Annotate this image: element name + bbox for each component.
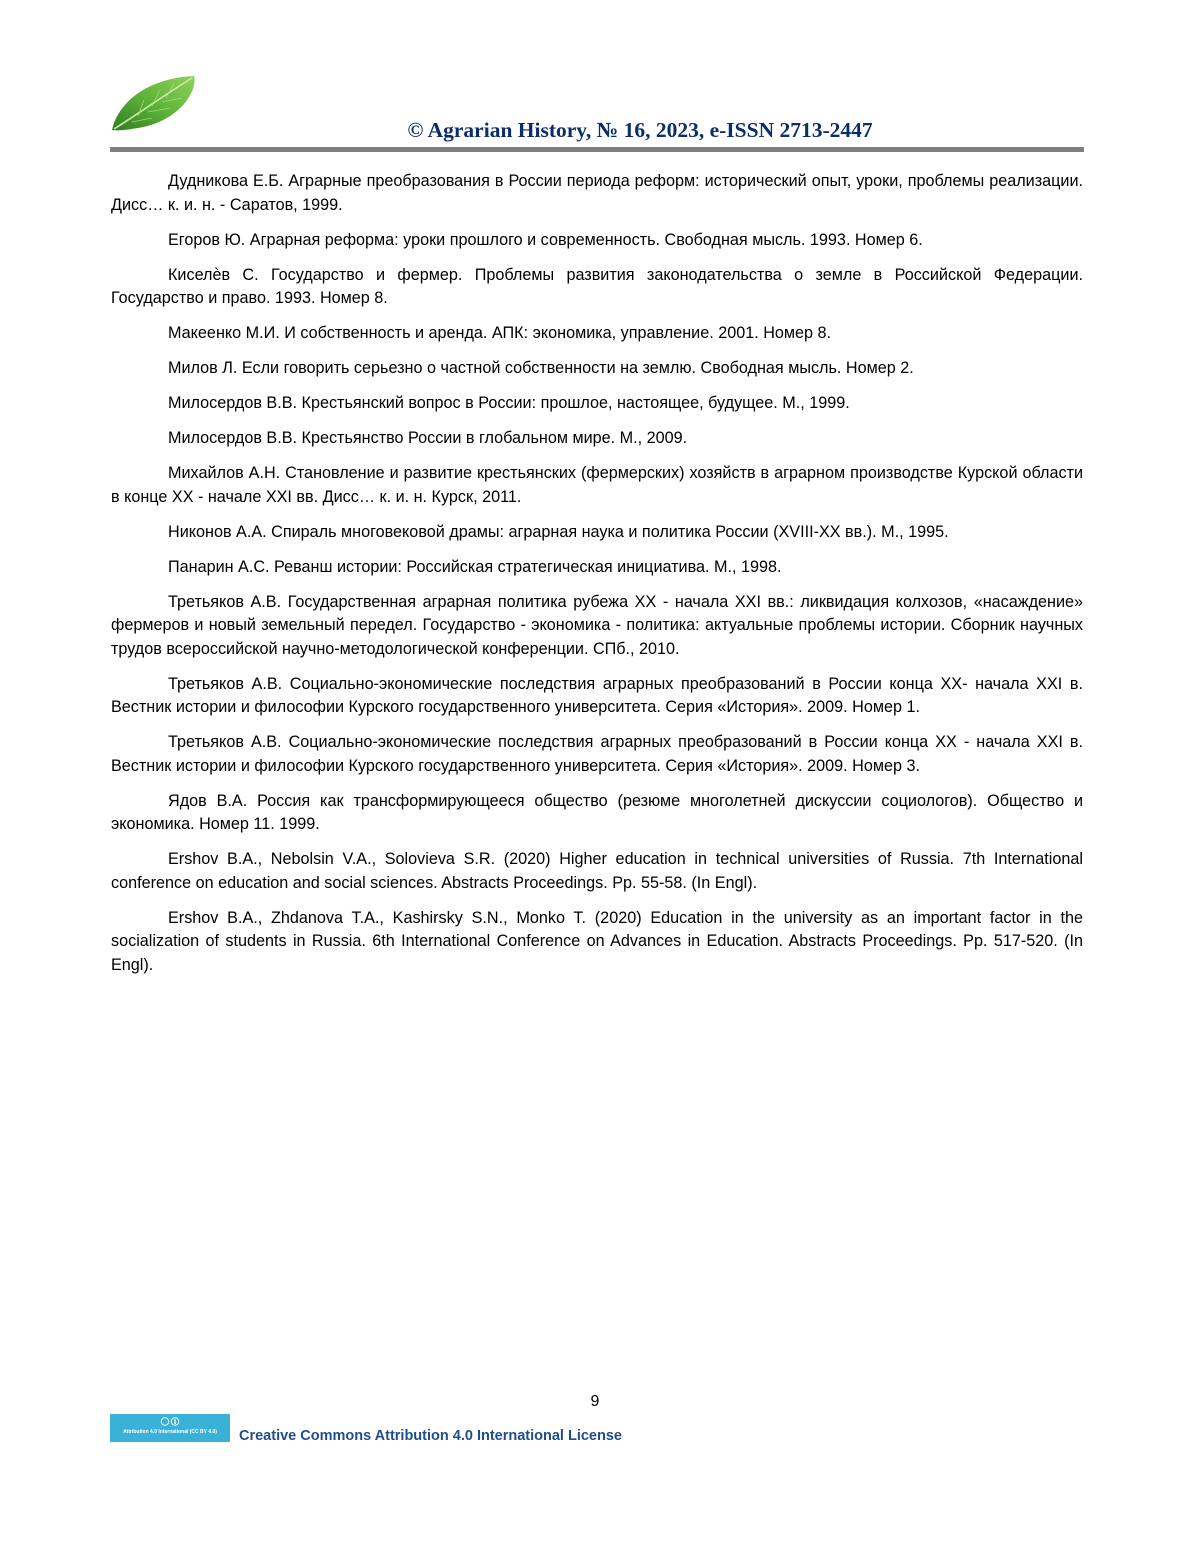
reference-item: Ershov B.A., Nebolsin V.A., Solovieva S.R. (2020) Higher education in technical universities of Russia. 7th International conference on education and social sciences. Abstracts Proceedings. Pp. 55-58. (In Engl). <box>111 850 1083 892</box>
reference-item: Егоров Ю. Аграрная реформа: уроки прошлого и современность. Свободная мысль. 1993. Номер 6. <box>168 230 923 249</box>
header-divider <box>110 147 1084 152</box>
reference-item: Киселѐв С. Государство и фермер. Проблемы развития законодательства о земле в Российской Федерации. Государство и право. 1993. Номер 8. <box>111 265 1083 307</box>
cc-icon <box>160 1417 180 1426</box>
reference-item: Милов Л. Если говорить серьезно о частной собственности на землю. Свободная мысль. Номер 2. <box>168 359 914 377</box>
badge-text: Attribution 4.0 International (CC BY 4.0) <box>123 1429 217 1435</box>
reference-item: Третьяков А.В. Социально-экономические последствия аграрных преобразований в России конца XX - начала XXI в. Вестник истории и философии Курского государственного университета. Серия «История». 2009. Номер 3. <box>111 733 1083 775</box>
license-link[interactable]: Creative Commons Attribution 4.0 International License <box>239 1428 622 1444</box>
journal-title: © Agrarian History, № 16, 2023, e-ISSN 2713-2447 <box>407 118 873 142</box>
reference-item: Михайлов А.Н. Становление и развитие крестьянских (фермерских) хозяйств в аграрном производстве Курской области в конце XX - начале XXI вв. Дисс… к. и. н. Курск, 2011. <box>111 464 1083 506</box>
reference-item: Ядов В.А. Россия как трансформирующееся общество (резюме многолетней дискуссии социологов). Общество и экономика. Номер 11. 1999. <box>111 791 1083 833</box>
reference-item: Дудникова Е.Б. Аграрные преобразования в России периода реформ: исторический опыт, уроки, проблемы реализации. Дисс… к. и. н. - Саратов, 1999. <box>111 172 1083 214</box>
reference-item: Панарин А.С. Реванш истории: Российская стратегическая инициатива. М., 1998. <box>168 557 782 576</box>
reference-item: Никонов А.А. Спираль многовековой драмы: аграрная наука и политика России (XVIII-XX вв.). М., 1995. <box>168 522 949 541</box>
cc-by-badge[interactable] <box>110 1414 230 1442</box>
reference-item: Третьяков А.В. Социально-экономические последствия аграрных преобразований в России конца XX- начала XXI в. Вестник истории и философии Курского государственного университета. Серия «История». 2009. Номер 1. <box>111 674 1083 716</box>
reference-item: Ershov B.A., Zhdanova T.A., Kashirsky S.N., Monko T. (2020) Education in the university as an important factor in the socialization of students in Russia. 6th International Conference on Advances in Education. Abstracts Proceedings. Pp. 517-520. (In Engl). <box>111 908 1083 974</box>
page-number: 9 <box>590 1393 600 1410</box>
leaf-icon <box>108 72 204 134</box>
reference-item: Третьяков А.В. Государственная аграрная политика рубежа XX - начала XXI вв.: ликвидация колхозов, «насаждение» фермеров и новый земельный передел. Государство - экономика - политика: актуальные проблемы истории. Сборник научных трудов всероссийской научно-методологической конференции. СПб., 2010. <box>111 592 1083 658</box>
reference-item: Макеенко М.И. И собственность и аренда. АПК: экономика, управление. 2001. Номер 8. <box>168 324 832 342</box>
reference-item: Милосердов В.В. Крестьянский вопрос в России: прошлое, настоящее, будущее. М., 1999. <box>168 394 850 412</box>
reference-list <box>111 170 1083 989</box>
reference-item: Милосердов В.В. Крестьянство России в глобальном мире. М., 2009. <box>168 429 688 447</box>
